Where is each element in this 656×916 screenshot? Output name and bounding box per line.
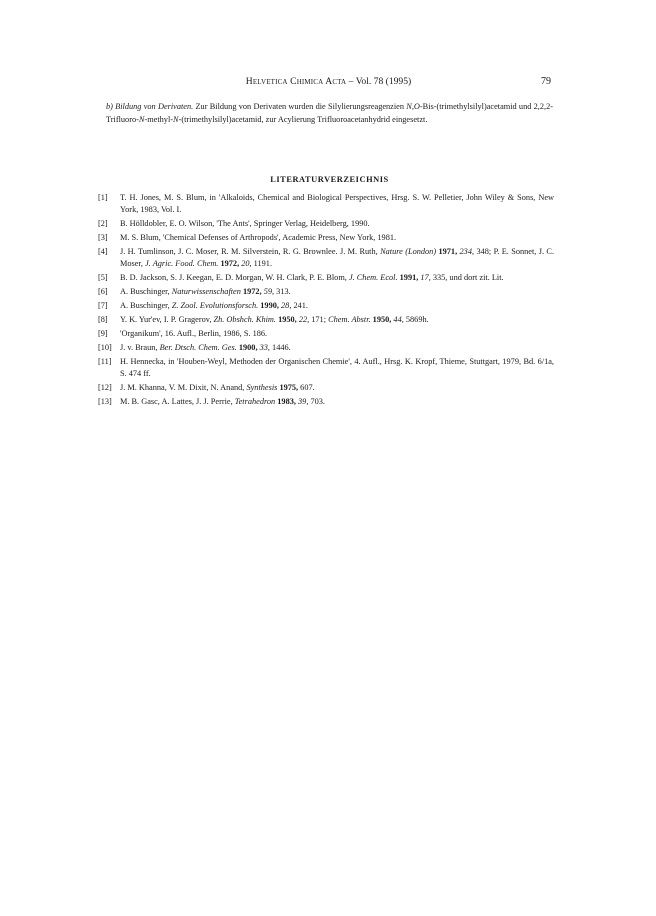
reference-year: 1900, [238, 342, 258, 352]
reference-text: 'Organikum', 16. Aufl., Berlin, 1986, S. 186. [120, 328, 268, 338]
reference-number: [9] [98, 328, 108, 338]
reference-number: [13] [98, 396, 112, 406]
reference-list [98, 192, 554, 409]
reference-italic: Synthesis [246, 382, 278, 392]
reference-item [98, 382, 554, 394]
reference-text: B. Hölldobler, E. O. Wilson, 'The Ants', Springer Verlag, Heidelberg, 1990. [120, 219, 370, 229]
reference-italic: Ber. Dtsch. Chem. Ges. [159, 342, 237, 352]
reference-year: 1972, [242, 287, 262, 297]
reference-text: 313. [274, 287, 291, 297]
reference-item [98, 328, 554, 340]
reference-italic: Z. Zool. Evolutionsforsch. [171, 300, 259, 310]
reference-italic: Chem. Abstr. [328, 314, 371, 324]
reference-italic: 22, [298, 314, 310, 324]
reference-number: [5] [98, 273, 108, 283]
reference-year: 1983, [277, 396, 296, 406]
reference-text: 607. [298, 382, 315, 392]
reference-italic: 59, [263, 287, 275, 297]
reference-item [98, 218, 554, 230]
reference-text: Y. K. Yur'ev, I. P. Gragerov, [120, 314, 214, 324]
reference-number: [7] [98, 300, 108, 310]
reference-item [98, 356, 554, 381]
reference-text: B. D. Jackson, S. J. Keegan, E. D. Morgan, W. H. Clark, P. E. Blom, [120, 273, 349, 283]
reference-text: 348; P. E. Sonnet, J. C. Moser, [120, 246, 555, 269]
reference-italic: 20, [241, 259, 252, 269]
journal-name: Helvetica Chimica Acta [245, 76, 347, 87]
paragraph-text: Zur Bildung von Derivaten wurden die Silylierungsreagenzien [193, 102, 407, 111]
paragraph-italic: N,O [406, 102, 420, 111]
reference-italic: Naturwissenschaften [171, 287, 241, 297]
reference-item [98, 246, 554, 271]
reference-text: J. M. Khanna, V. M. Dixit, N. Anand, [120, 382, 247, 392]
page-number: 79 [541, 76, 551, 87]
reference-number: [4] [98, 246, 108, 256]
running-title [106, 75, 551, 89]
reference-italic: 39, [298, 396, 309, 406]
paragraph-italic: N [138, 115, 145, 124]
paragraph-text: -Bis-(trimethylsilyl)acetamid und 2,2,2-Trifluoro- [106, 102, 553, 124]
reference-italic: 234, [459, 246, 475, 256]
reference-number: [6] [98, 287, 108, 297]
reference-item [98, 396, 554, 408]
reference-item [98, 232, 554, 244]
reference-text: 171; [309, 314, 329, 324]
paragraph-text: -(trimethylsilyl)acetamid, zur Acylierung Trifluoroacetanhydrid eingesetzt. [178, 115, 428, 124]
reference-number: [8] [98, 314, 108, 324]
reference-year: 1950, [372, 314, 392, 324]
reference-number: [10] [98, 342, 112, 352]
reference-text: 5869h. [403, 314, 429, 324]
reference-italic: 44, [393, 314, 404, 324]
reference-year: 1972, [220, 259, 240, 269]
derivatization-paragraph [106, 100, 553, 126]
reference-number: [12] [98, 382, 112, 392]
reference-italic: J. Agric. Food. Chem. [145, 259, 219, 269]
paragraph-label: b) Bildung von Derivaten. [106, 102, 194, 111]
reference-year: 1950, [278, 314, 297, 324]
reference-number: [3] [98, 233, 108, 243]
reference-item [98, 314, 554, 326]
reference-text: M. S. Blum, 'Chemical Defenses of Arthropods', Academic Press, New York, 1981. [120, 233, 397, 243]
reference-italic: Zh. Obshch. Khim. [213, 314, 276, 324]
reference-number: [1] [98, 193, 108, 202]
reference-italic: Nature (London) [380, 246, 437, 256]
reference-item [98, 272, 554, 284]
reference-text: 1446. [269, 342, 291, 352]
reference-item [98, 286, 554, 298]
reference-number: [11] [98, 356, 112, 366]
reference-year: 1971, [438, 246, 458, 256]
reference-number: [2] [98, 219, 108, 229]
reference-italic: J. Chem. Ecol. [348, 273, 398, 283]
reference-item [98, 300, 554, 312]
reference-italic: Tetrahedron [234, 396, 276, 406]
journal-volume: Vol. 78 (1995) [355, 76, 412, 87]
reference-text: A. Buschinger, [120, 300, 172, 310]
paragraph-text: -methyl- [144, 115, 174, 124]
running-header [106, 75, 551, 89]
reference-text: 1191. [251, 259, 273, 269]
reference-text: J. v. Braun, [120, 342, 160, 352]
paragraph-italic: N [173, 115, 179, 124]
reference-text: 335, und dort zit. Lit. [430, 273, 504, 283]
reference-item [98, 342, 554, 354]
section-title: LITERATURVERZEICHNIS [270, 175, 389, 184]
reference-italic: 17, [420, 273, 431, 283]
reference-text: 241. [291, 300, 308, 310]
reference-text: H. Hennecka, in 'Houben-Weyl, Methoden der Organischen Chemie', 4. Aufl., Hrsg. K. Kropf, Thieme, Stuttgart, 1979, Bd. 6/1a, S. 474 ff. [120, 356, 554, 378]
reference-italic: 33, [259, 342, 270, 352]
reference-text: M. B. Gasc, A. Lattes, J. J. Perrie, [120, 396, 235, 406]
title-separator: – [348, 76, 356, 87]
reference-text: J. H. Tumlinson, J. C. Moser, R. M. Silverstein, R. G. Brownlee. J. M. Ruth, [120, 246, 381, 256]
reference-year: 1991, [399, 273, 419, 283]
reference-text: A. Buschinger, [120, 287, 172, 297]
reference-item [98, 192, 554, 217]
reference-year: 1975, [279, 382, 299, 392]
reference-text: T. H. Jones, M. S. Blum, in 'Alkaloids, Chemical and Biological Perspectives, Hrsg. S. W. Pelletier, John Wiley & Sons, New York, 1983, Vol. I. [120, 193, 554, 215]
reference-year: 1990, [260, 300, 279, 310]
reference-text: 703. [308, 396, 325, 406]
reference-italic: 28, [281, 300, 292, 310]
